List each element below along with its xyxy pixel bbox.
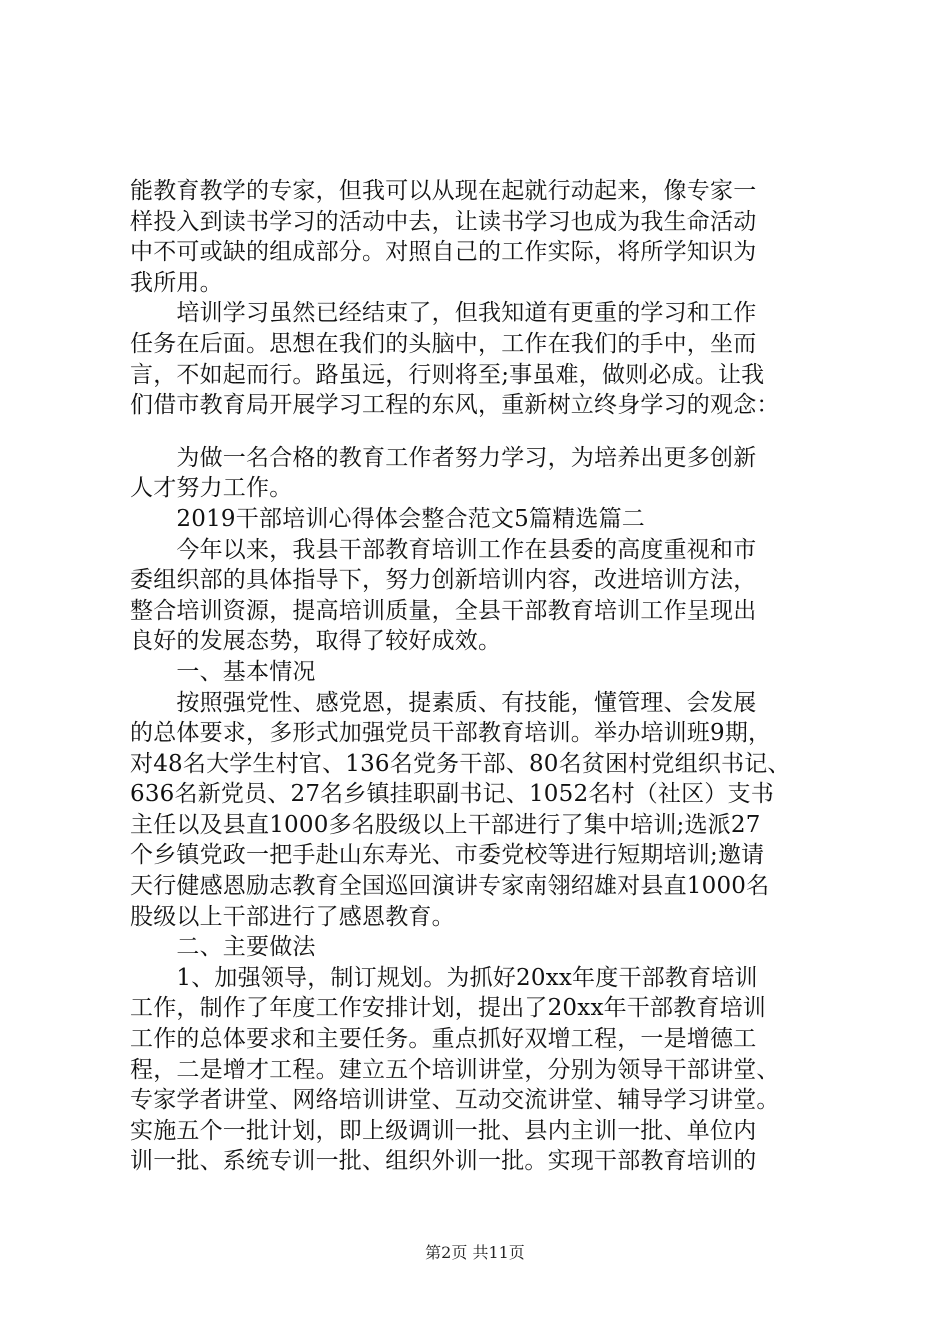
- text-line: 主任以及县直1000多名股级以上干部进行了集中培训;选派27: [130, 811, 761, 838]
- text-line: 任务在后面。思想在我们的头脑中，工作在我们的手中，坐而: [130, 330, 757, 357]
- text-line: 培训学习虽然已经结束了，但我知道有更重的学习和工作: [130, 300, 757, 327]
- text-line: 中不可或缺的组成部分。对照自己的工作实际，将所学知识为: [130, 239, 757, 266]
- text-line: 专家学者讲堂、网络培训讲堂、互动交流讲堂、辅导学习讲堂。: [130, 1087, 780, 1114]
- text-line: 个乡镇党政一把手赴山东寿光、市委党校等进行短期培训;邀请: [130, 842, 765, 869]
- text-line: 整合培训资源，提高培训质量，全县干部教育培训工作呈现出: [130, 597, 757, 624]
- text-line: 程，二是增才工程。建立五个培训讲堂，分别为领导干部讲堂、: [130, 1056, 780, 1083]
- text-line: 对48名大学生村官、136名党务干部、80名贫困村党组织书记、: [130, 750, 791, 777]
- text-line: 言，不如起而行。路虽远，行则将至;事虽难，做则必成。让我: [130, 361, 765, 388]
- text-line: 委组织部的具体指导下，努力创新培训内容，改进培训方法，: [130, 567, 757, 594]
- text-line: 能教育教学的专家，但我可以从现在起就行动起来，像专家一: [130, 178, 757, 204]
- text-line: 我所用。: [130, 269, 223, 296]
- text-line: 工作，制作了年度工作安排计划，提出了20xx年干部教育培训: [130, 995, 767, 1022]
- document-body: [130, 176, 835, 1177]
- text-line: 实施五个一批计划，即上级调训一批、县内主训一批、单位内: [130, 1117, 757, 1144]
- paragraph-block-2: [130, 443, 835, 1177]
- text-line: 按照强党性、感党恩，提素质、有技能，懂管理、会发展: [130, 689, 757, 716]
- text-line: 们借市教育局开展学习工程的东风，重新树立终身学习的观念：: [130, 392, 780, 419]
- text-line: 今年以来，我县干部教育培训工作在县委的高度重视和市: [130, 536, 757, 563]
- text-line: 为做一名合格的教育工作者努力学习，为培养出更多创新: [130, 444, 757, 471]
- text-line: 股级以上干部进行了感恩教育。: [130, 903, 455, 930]
- text-line: 良好的发展态势，取得了较好成效。: [130, 628, 502, 655]
- text-line: 1、加强领导，制订规划。为抓好20xx年度干部教育培训: [130, 964, 758, 991]
- page-footer: 第2页 共11页: [425, 1243, 525, 1262]
- text-line: 样投入到读书学习的活动中去，让读书学习也成为我生命活动: [130, 208, 757, 235]
- text-line: 一、基本情况: [130, 658, 316, 685]
- text-line: 人才努力工作。: [130, 475, 293, 502]
- text-line: 训一批、系统专训一批、组织外训一批。实现干部教育培训的: [130, 1148, 757, 1175]
- text-line: 的总体要求，多形式加强党员干部教育培训。举办培训班9期，: [130, 720, 772, 747]
- paragraph-gap: [130, 421, 835, 443]
- text-line: 636名新党员、27名乡镇挂职副书记、1052名村（社区）支书: [130, 781, 774, 808]
- paragraph-block-1: [130, 176, 835, 421]
- text-line: 二、主要做法: [130, 934, 316, 961]
- text-line: 工作的总体要求和主要任务。重点抓好双增工程，一是增德工: [130, 1026, 757, 1053]
- text-line: 2019干部培训心得体会整合范文5篇精选篇二: [130, 505, 645, 532]
- text-line: 天行健感恩励志教育全国巡回演讲专家南翎绍雄对县直1000名: [130, 873, 770, 900]
